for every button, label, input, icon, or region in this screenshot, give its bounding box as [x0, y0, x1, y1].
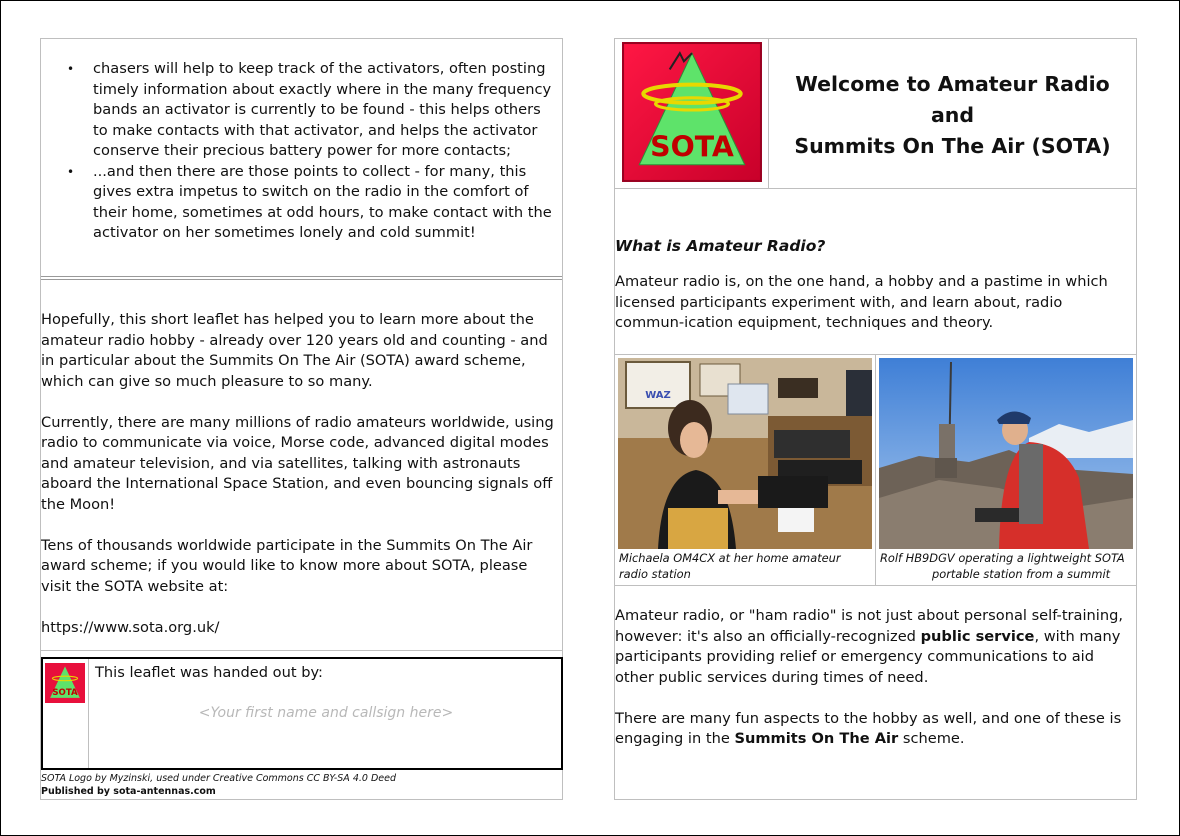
page-title	[769, 69, 1136, 162]
handout-label: This leaflet was handed out by:	[95, 664, 323, 681]
photo-caption: Michaela OM4CX at her home amateur radio station	[619, 551, 841, 581]
photo-michaela	[618, 358, 872, 549]
public-service-text	[615, 606, 1132, 770]
divider	[41, 650, 562, 651]
intro-paragraph: Amateur radio is, on the one hand, a hobby and a pastime in which licensed participants experiment with, and learn about, radio commun-ication equipment, techniques and theory.	[615, 273, 1108, 331]
paragraph: Currently, there are many millions of radio amateurs worldwide, using radio to communicate via voice, Morse code, advanced digital modes and amateur television, and via satellites, talking with astronauts aboard the International Space Station, and even bouncing signals off the Moon!	[41, 413, 554, 513]
photo-row	[615, 354, 1136, 586]
photo-cell	[615, 355, 876, 585]
divider	[41, 276, 562, 280]
handout-logo-cell	[43, 659, 89, 768]
bullet-dot-icon: •	[67, 62, 75, 76]
svg-text:SOTA: SOTA	[650, 130, 734, 164]
photo-rolf	[879, 358, 1133, 549]
right-panel	[614, 38, 1137, 800]
svg-text:SOTA: SOTA	[52, 688, 78, 698]
bullet-list	[41, 39, 562, 277]
sota-logo-icon	[45, 663, 85, 703]
paragraph: Tens of thousands worldwide participate in the Summits On The Air award scheme; if you would like to know more about SOTA, please visit the SOTA website at:	[41, 536, 533, 595]
photo-caption: Rolf HB9DGV operating a lightweight SOTA portable station from a summit	[880, 551, 1125, 581]
sota-website-url: https://www.sota.org.uk/	[41, 618, 220, 636]
credits	[41, 772, 396, 798]
title-line: Welcome to Amateur Radio	[795, 72, 1110, 96]
left-panel	[40, 38, 563, 800]
paragraph: Amateur radio, or "ham radio" is not just about personal self-training, however: it's also an officially-recognized public service, with many participants providing relief or emergency communications to aid other public services during times of need.	[615, 607, 1123, 686]
title-line: Summits On The Air (SOTA)	[794, 134, 1111, 158]
section-heading: What is Amateur Radio?	[615, 237, 826, 255]
header-row	[615, 39, 1136, 189]
header-logo-cell	[615, 39, 769, 188]
sota-logo-icon	[621, 41, 763, 183]
bullet-dot-icon: •	[67, 164, 75, 179]
handout-name-field[interactable]: <Your first name and callsign here>	[198, 705, 454, 721]
bullet-text: chasers will help to keep track of the activators, often posting timely information about exactly where in the many frequency bands an activator is currently to be found - this helps others to make contacts with that activator, and helps the activator conserve their precious battery power for more contacts;	[93, 60, 552, 159]
title-line: and	[930, 103, 975, 127]
home-station-photo-icon	[618, 358, 872, 549]
publisher-credit: Published by sota-antennas.com	[41, 786, 216, 797]
closing-text	[41, 310, 562, 659]
logo-credit: SOTA Logo by Myzinski, used under Creative Commons CC BY-SA 4.0 Deed	[41, 773, 396, 784]
list-item	[41, 59, 558, 162]
paragraph: There are many fun aspects to the hobby as well, and one of these is engaging in the Summits On The Air scheme.	[615, 709, 1122, 747]
summit-station-photo-icon	[879, 358, 1133, 549]
handout-box	[41, 657, 563, 770]
list-item	[41, 162, 558, 244]
svg-text:WAZ: WAZ	[645, 390, 671, 401]
photo-cell	[876, 355, 1136, 585]
paragraph: Hopefully, this short leaflet has helped you to learn more about the amateur radio hobby - already over 120 years old and counting - and in particular about the Summits On The Air (SOTA) award scheme, which can give so much pleasure to so many.	[41, 311, 548, 390]
bullet-text: ...and then there are those points to collect - for many, this gives extra impetus to switch on the radio in the comfort of their home, sometimes at odd hours, to make contact with the activator on her sometimes lonely and cold summit!	[93, 162, 552, 241]
